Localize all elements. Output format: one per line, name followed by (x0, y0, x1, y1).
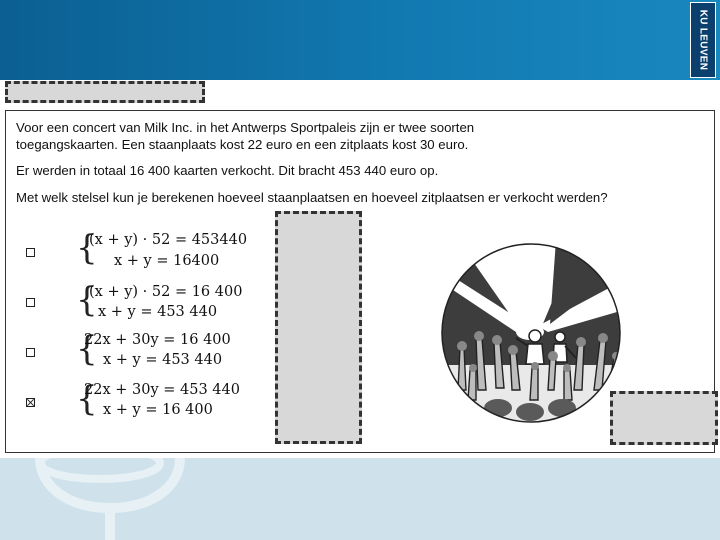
question-line-3: Er werden in totaal 16 400 kaarten verkocht. Dit bracht 453 440 euro op. (16, 163, 439, 178)
question-line-4: Met welk stelsel kun je berekenen hoeveel staanplaatsen en hoeveel zitplaatsen er verkocht werden? (16, 190, 608, 205)
option-3-brace: { (76, 329, 98, 369)
placeholder-bottom-right (610, 391, 718, 445)
option-2-brace: { (76, 280, 98, 320)
option-3-equation-2: x + y = 453 440 (103, 352, 223, 368)
option-2-equation-1: (x + y) · 52 = 16 400 (89, 284, 243, 300)
question-line-1: Voor een concert van Milk Inc. in het Antwerps Sportpaleis zijn er twee soorten (16, 120, 475, 135)
option-1-system (76, 229, 256, 269)
option-2-system (76, 281, 256, 321)
option-4-system (76, 380, 256, 420)
option-1-brace: { (76, 228, 98, 268)
question-line-2: toegangskaarten. Een staanplaats kost 22 euro en een zitplaats kost 30 euro. (16, 137, 469, 152)
option-1-checkbox[interactable] (26, 248, 35, 257)
option-4-checkbox[interactable] (26, 398, 35, 407)
option-1-equation-1: (x + y) · 52 = 453440 (89, 232, 248, 248)
concert-crowd-illustration (438, 240, 624, 431)
option-3-equation-1: 22x + 30y = 16 400 (84, 332, 231, 348)
option-4-equation-2: x + y = 16 400 (103, 402, 213, 418)
header-bar (0, 0, 720, 80)
option-4-brace: { (76, 379, 98, 419)
option-1-equation-2: x + y = 16400 (114, 253, 220, 269)
footer-decoration (0, 458, 720, 540)
ku-leuven-logo (690, 2, 716, 78)
option-3-system (76, 330, 256, 370)
option-2-equation-2: x + y = 453 440 (98, 304, 218, 320)
placeholder-middle (275, 211, 362, 444)
footer-band (0, 458, 720, 540)
option-3-checkbox[interactable] (26, 348, 35, 357)
placeholder-top-left (5, 81, 205, 103)
option-4-equation-1: 22x + 30y = 453 440 (84, 382, 240, 398)
logo-text: KU LEUVEN (697, 9, 709, 71)
option-2-checkbox[interactable] (26, 298, 35, 307)
